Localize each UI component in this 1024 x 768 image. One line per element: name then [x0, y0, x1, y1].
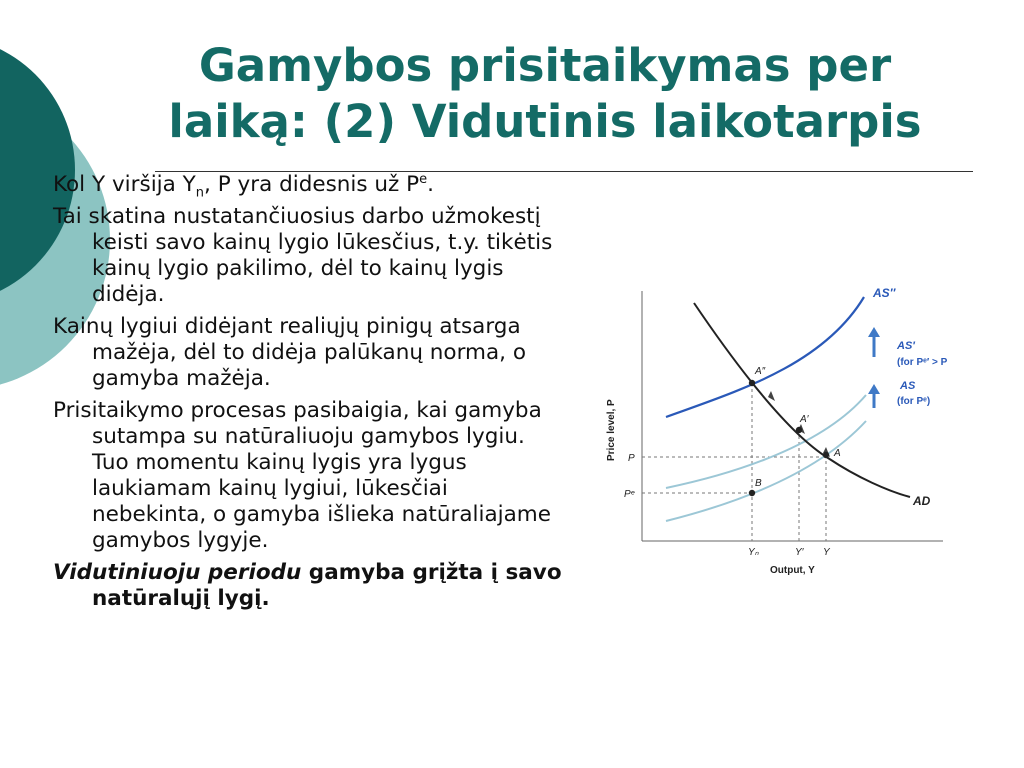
bullet-3: Kainų lygiui didėjant realiųjų pinigų atsarga mažėja, dėl to didėja palūkanų norma, o gamyba mažėja. — [53, 314, 526, 391]
x-axis-label: Output, Y — [770, 565, 815, 576]
y-axis-label: Price level, P — [606, 399, 617, 461]
bullet-5-italic: Vidutiniuoju periodu — [53, 560, 302, 585]
as-label: AS — [900, 380, 916, 392]
x-tick-y: Y — [823, 547, 830, 558]
point-a-double-prime — [749, 380, 755, 386]
x-tick-yn: Yₙ — [748, 547, 759, 558]
bullet-5 — [53, 560, 563, 612]
bullet-1 — [53, 171, 563, 201]
x-tick-yprime: Y′ — [795, 547, 804, 558]
as-prime-label: AS′ — [897, 340, 915, 352]
point-a-label: A — [834, 448, 841, 459]
shift-arrow-upper — [868, 327, 880, 357]
point-a-double-prime-label: A″ — [755, 366, 766, 377]
as-curve — [666, 421, 866, 521]
ad-curve — [694, 303, 910, 497]
bullet-1-text-b: , P yra didesnis už P — [204, 172, 420, 197]
point-a — [823, 452, 829, 458]
title-line-1: Gamybos prisitaikymas per — [198, 39, 892, 92]
bullet-1-text-c: . — [427, 172, 434, 197]
shift-arrow-lower — [868, 384, 880, 408]
point-a-prime — [796, 427, 802, 433]
title-line-2: laiką: (2) Vidutinis laikotarpis — [168, 95, 922, 148]
bullet-2: Tai skatina nustatančiuosius darbo užmokestį keisti savo kainų lygio lūkesčius, t.y. tikėtis kainų lygio pakilimo, dėl to kainų lygis didėja. — [53, 204, 553, 307]
slide-title — [100, 38, 990, 150]
bullet-1-text-a: Kol Y viršija Y — [53, 172, 196, 197]
point-a-prime-label: A′ — [800, 414, 809, 425]
y-tick-p: P — [628, 453, 635, 464]
as-ad-diagram — [598, 283, 968, 583]
point-b-label: B — [755, 478, 762, 489]
bullet-1-sub: n — [195, 185, 205, 201]
as-note: (for Pᵉ) — [897, 396, 931, 407]
as-prime-note: (for Pᵉ′ > P — [897, 357, 948, 368]
slide-body — [53, 172, 563, 618]
guide-lines — [642, 383, 826, 541]
ad-label: AD — [913, 494, 931, 508]
y-tick-pe: Pᵉ — [624, 489, 635, 500]
point-b — [749, 490, 755, 496]
bullet-5-rest: gamyba grįžta į savo natūralųjį lygį. — [92, 560, 562, 611]
bullet-1-sup: e — [419, 171, 428, 187]
bullet-4: Prisitaikymo procesas pasibaigia, kai gamyba sutampa su natūraliuoju gamybos lygiu. Tuo momentu kainų lygis yra lygus laukiamam kainų lygiui, lūkesčiai nebekinta, o gamyba išlieka natūraliajame gamybos lygyje. — [53, 398, 551, 553]
as-prime-curve — [666, 395, 866, 488]
ad-arrow-2 — [768, 391, 775, 401]
as-double-prime-label: AS″ — [873, 286, 896, 300]
